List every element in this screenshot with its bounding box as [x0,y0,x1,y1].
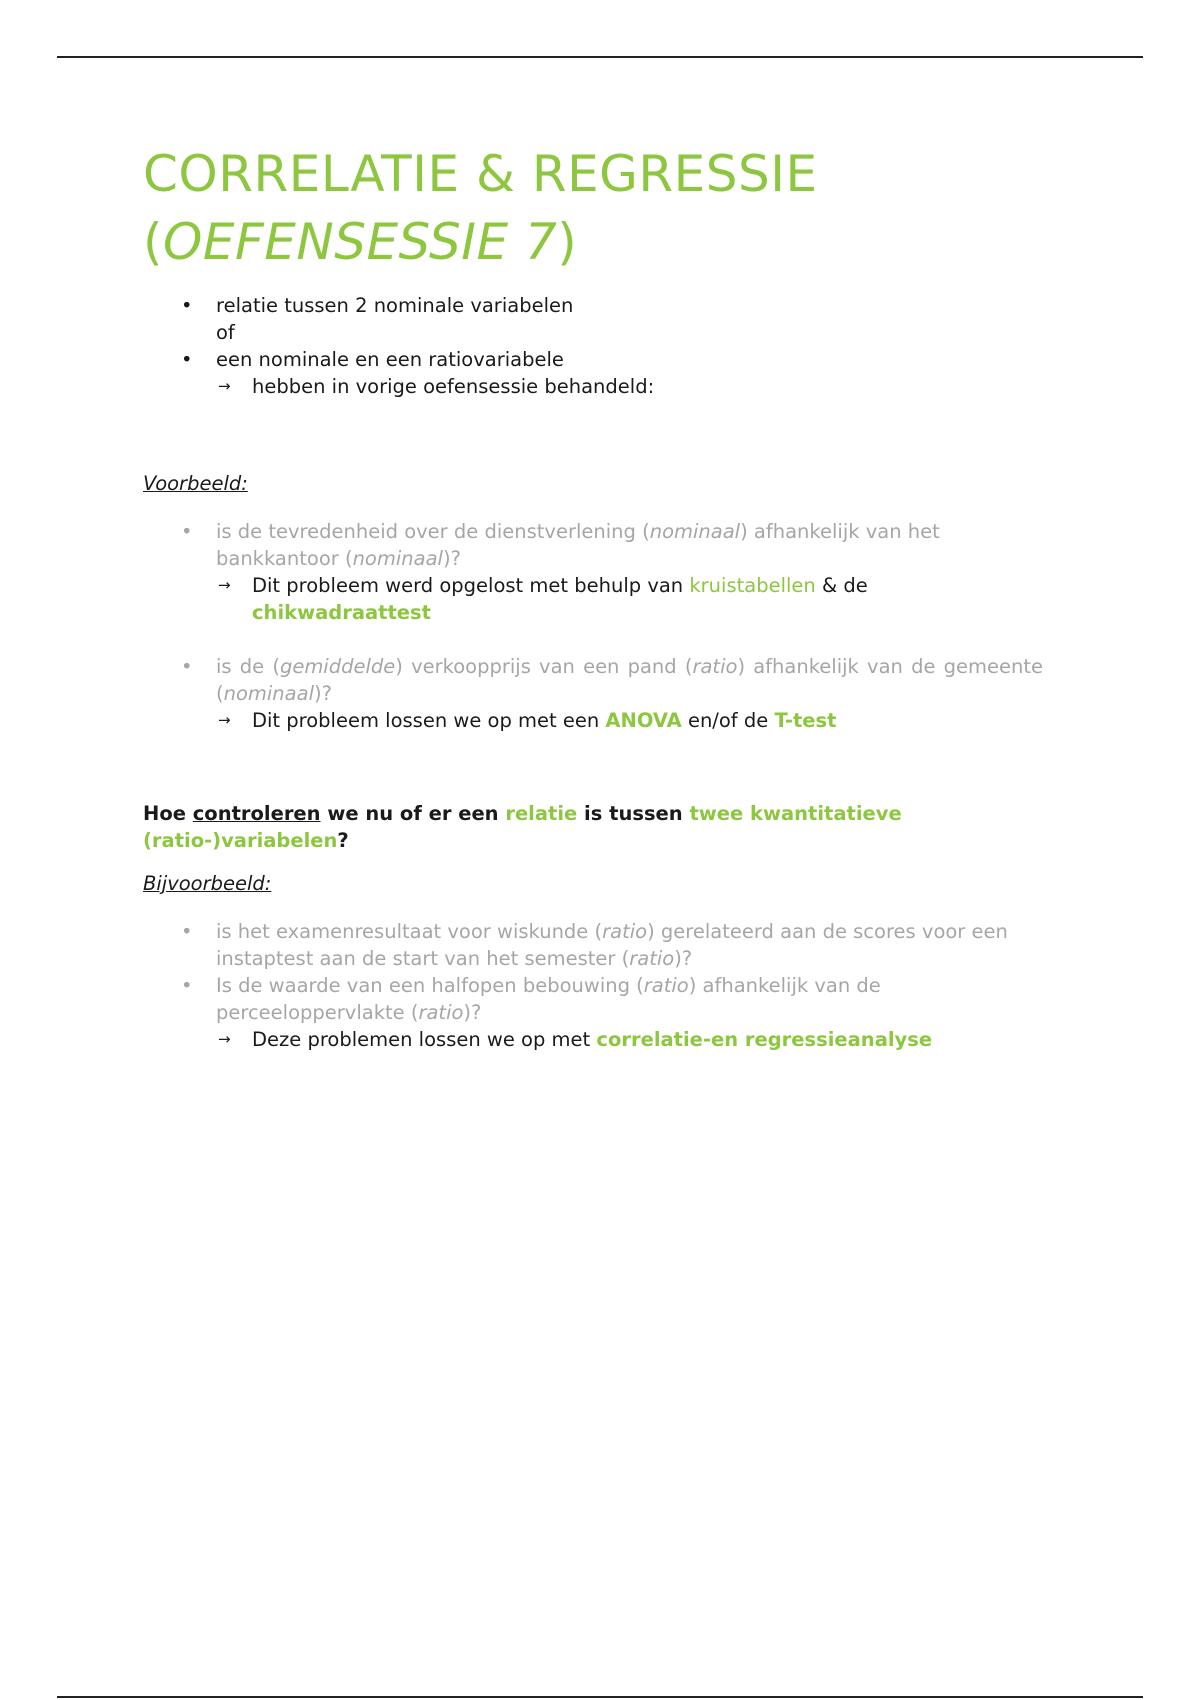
bijvoorbeeld-answer [143,1026,1043,1053]
page-title [143,140,1043,276]
bijvoorbeeld-question-1 [143,918,1043,972]
text-span: we nu of er een [320,802,506,825]
highlight-term: chikwadraattest [252,601,431,624]
text-span: ratio [602,920,648,943]
text-span: ? [337,829,349,852]
text-span: )? [442,547,461,570]
intro-or: of [216,321,235,344]
text-span: ratio [643,974,689,997]
voorbeeld-question-1 [143,518,1043,572]
text-span: ) afhankelijk van het bankkantoor ( [216,520,940,570]
text-span: ratio [629,947,675,970]
text-span: is de tevredenheid over de dienstverlening ( [216,520,650,543]
text-span: & de [815,574,868,597]
highlight-term: ANOVA [605,709,682,732]
bullet-icon: • [181,974,193,997]
text-span: )? [463,1001,482,1024]
bijvoorbeeld-section [143,870,1043,1053]
text-span: Dit probleem lossen we op met een [252,709,606,732]
intro-arrow-item [143,373,1043,400]
text-span: nominaal [223,682,314,705]
arrow-icon: → [218,711,231,729]
text-span: ) afhankelijk van de gemeente ( [216,655,1043,705]
text-span: en/of de [681,709,775,732]
voorbeeld-answer-2 [143,707,1043,734]
voorbeeld-label: Voorbeeld: [143,472,248,495]
text-span: ratio [692,655,738,678]
text-span: Is de waarde van een halfopen bebouwing ( [216,974,644,997]
intro-item-2-text: een nominale en een ratiovariabele [216,348,564,371]
document-body [143,140,1043,1053]
arrow-icon: → [218,377,231,395]
bullet-icon: • [181,294,193,317]
intro-list [143,292,1043,400]
text-span: ) afhankelijk van de perceeloppervlakte ( [216,974,881,1024]
arrow-icon: → [218,1030,231,1048]
text-span: nominaal [649,520,741,543]
title-paren-open: ( [143,213,164,271]
bullet-icon: • [181,348,193,371]
intro-item-2 [143,346,1043,373]
text-span: Deze problemen lossen we op met [252,1028,597,1051]
text-span: ) verkoopprijs van een pand ( [395,655,693,678]
bijvoorbeeld-label: Bijvoorbeeld: [143,872,272,895]
bullet-icon: • [181,520,193,543]
text-span: is de ( [216,655,280,678]
text-span: ratio [418,1001,464,1024]
voorbeeld-answer-1 [143,572,1043,626]
text-span: Hoe [143,802,193,825]
text-span: )? [674,947,693,970]
arrow-icon: → [218,576,231,594]
intro-item-1 [143,292,1043,319]
footer-rule [57,1696,1143,1698]
bullet-icon: • [181,920,193,943]
highlight-term: twee kwantitatieve (ratio-)variabelen [143,802,902,852]
intro-arrow-text: hebben in vorige oefensessie behandeld: [252,375,655,398]
text-span: ) gerelateerd aan de scores voor een instaptest aan de start van het semester ( [216,920,1008,970]
title-line-1: CORRELATIE & REGRESSIE [143,145,818,203]
bijvoorbeeld-question-2 [143,972,1043,1026]
voorbeeld-section [143,470,1043,734]
bullet-icon: • [181,655,193,678]
text-span: gemiddelde [279,655,396,678]
voorbeeld-question-2 [143,653,1043,707]
text-span: is het examenresultaat voor wiskunde ( [216,920,603,943]
header-rule [57,56,1143,58]
intro-item-1-text: relatie tussen 2 nominale variabelen [216,294,574,317]
title-paren-close: ) [557,213,578,271]
text-span: )? [314,682,332,705]
highlight-term: kruistabellen [689,574,816,597]
text-span: is tussen [577,802,690,825]
main-question [143,800,963,854]
text-span: nominaal [352,547,443,570]
text-span: controleren [192,802,321,825]
text-span: Dit probleem werd opgelost met behulp van [252,574,690,597]
title-session: OEFENSESSIE 7 [163,213,558,271]
highlight-term: relatie [505,802,578,825]
highlight-term: correlatie-en regressieanalyse [596,1028,933,1051]
highlight-term: T-test [774,709,837,732]
